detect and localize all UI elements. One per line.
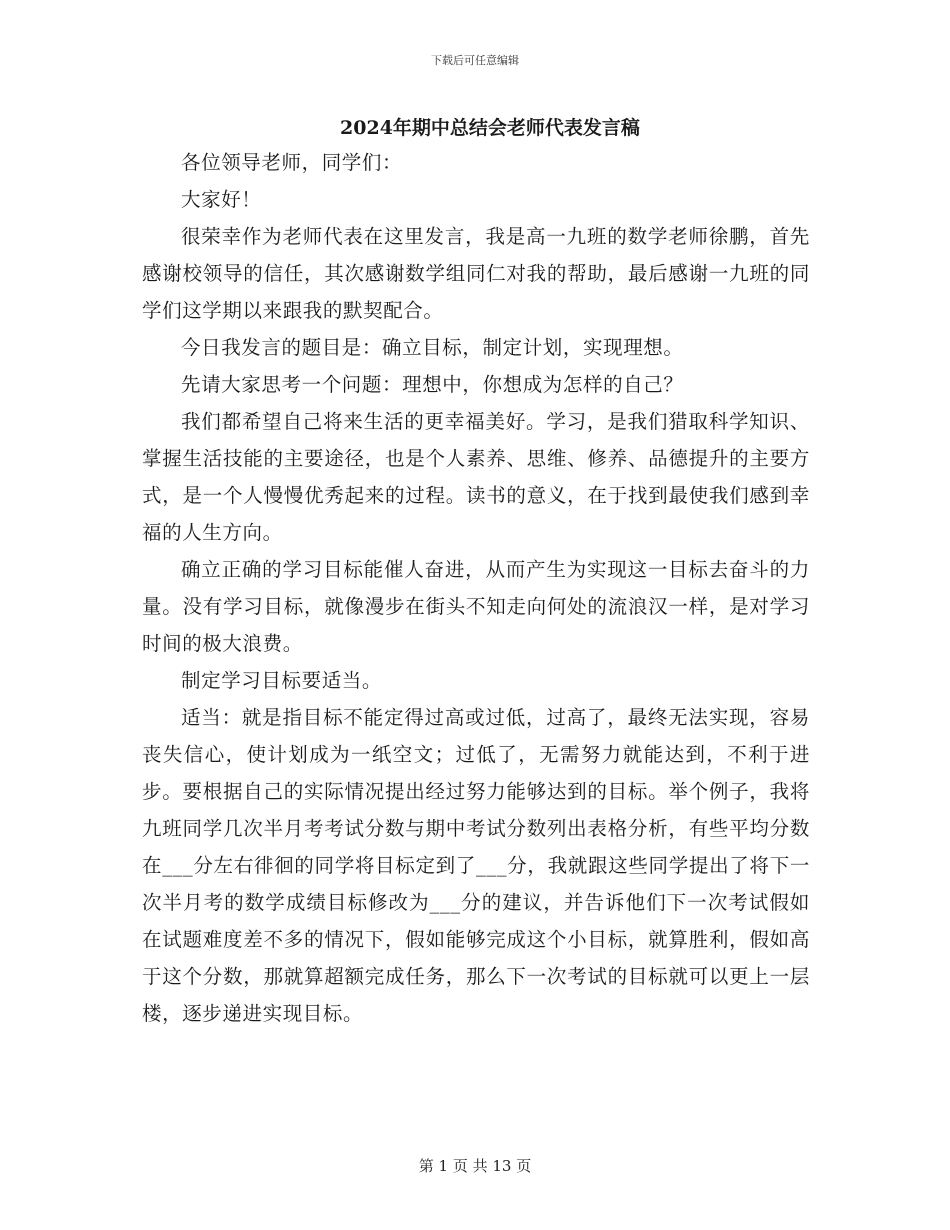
document-title: 2024年期中总结会老师代表发言稿 [340,117,640,139]
paragraph-learning: 我们都希望自己将来生活的更幸福美好。学习，是我们猎取科学知识、掌握生活技能的主要途径，也是个人素养、思维、修养、品德提升的主要方式，是一个人慢慢优秀起来的过程。读书的意义，在于找到最使我们感到幸福的人生方向。 [142,410,810,544]
paragraph-hello: 大家好！ [181,188,262,211]
paragraph-greeting: 各位领导老师，同学们： [181,151,403,174]
paragraph-example: 适当：就是指目标不能定得过高或过低，过高了，最终无法实现，容易丧失信心，使计划成为一纸空文；过低了，无需努力就能达到，不利于进步。要根据自己的实际情况提出经过努力能够达到的目标。举个例子，我将九班同学几次半月考考试分数与期中考试分数列出表格分析，有些平均分数在___分左右徘徊的同学将目标定到了___分，我就跟这些同学提出了将下一次半月考的数学成绩目标修改为___分的建议，并告诉他们下一次考试假如在试题难度差不多的情况下，假如能够完成这个小目标，就算胜利，假如高于这个分数，那就算超额完成任务，那么下一次考试的目标就可以更上一层楼，逐步递进实现目标。 [142,706,810,1025]
document-body [142,144,810,1032]
paragraph-topic: 今日我发言的题目是：确立目标，制定计划，实现理想。 [181,336,684,359]
page-number: 第 1 页 共 13 页 [418,1157,532,1175]
paragraph-introduction: 很荣幸作为老师代表在这里发言，我是高一九班的数学老师徐鹏，首先感谢校领导的信任，其次感谢数学组同仁对我的帮助，最后感谢一九班的同学们这学期以来跟我的默契配合。 [142,225,810,322]
paragraph-appropriate-goals: 制定学习目标要适当。 [181,669,383,692]
paragraph-question: 先请大家思考一个问题：理想中，你想成为怎样的自己？ [181,373,684,396]
paragraph-goals: 确立正确的学习目标能催人奋进，从而产生为实现这一目标去奋斗的力量。没有学习目标，就像漫步在街头不知走向何处的流浪汉一样，是对学习时间的极大浪费。 [142,558,810,655]
page-header-note: 下载后可任意编辑 [431,54,519,67]
